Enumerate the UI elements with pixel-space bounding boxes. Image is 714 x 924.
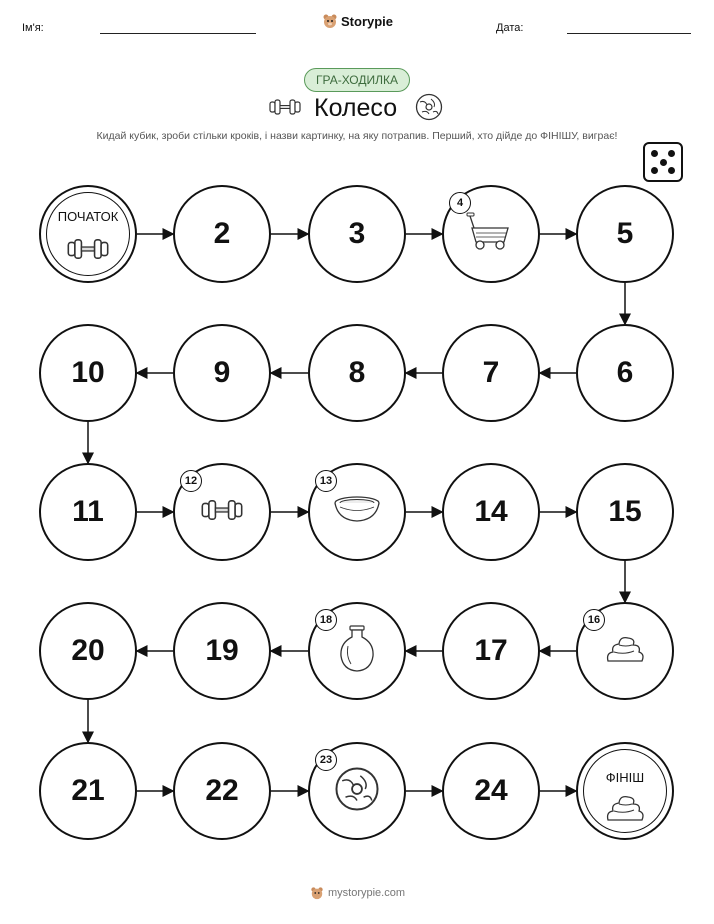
board-cell-16 xyxy=(576,602,674,700)
board-cell-23 xyxy=(308,742,406,840)
board-cell-12 xyxy=(173,463,271,561)
dumbbell-icon xyxy=(201,498,243,527)
board-cell-24 xyxy=(442,742,540,840)
board-cell-6 xyxy=(576,324,674,422)
board-cell-18 xyxy=(308,602,406,700)
cream-icon xyxy=(604,633,646,670)
cream-icon xyxy=(578,792,672,829)
board-cell-7 xyxy=(442,324,540,422)
vase-icon xyxy=(337,624,377,679)
game-type-badge: ГРА-ХОДИЛКА xyxy=(304,68,410,92)
cell-number: 6 xyxy=(616,356,634,389)
cell-number: 22 xyxy=(205,774,239,807)
cell-number: 9 xyxy=(213,356,231,389)
page-title: Колесо xyxy=(314,94,398,122)
board-cell-15 xyxy=(576,463,674,561)
board-cell-22 xyxy=(173,742,271,840)
cell-number-badge: 16 xyxy=(583,609,605,631)
cell-number: 8 xyxy=(348,356,366,389)
cell-number: 19 xyxy=(205,634,239,667)
board-cell-10 xyxy=(39,324,137,422)
cell-number-badge: 18 xyxy=(315,609,337,631)
cell-number: 5 xyxy=(616,217,634,250)
board-cell-3 xyxy=(308,185,406,283)
board-cell-25 xyxy=(576,742,674,840)
instructions: Кидай кубик, зроби стільки кроків, і назви картинку, на яку потрапив. Перший, хто дійде до ФІНІШУ, виграє! xyxy=(96,130,618,142)
cell-number: 14 xyxy=(474,495,508,528)
cell-number: 3 xyxy=(348,217,366,250)
board-cell-9 xyxy=(173,324,271,422)
bear-icon xyxy=(310,886,324,900)
footer-url: mystorypie.com xyxy=(328,887,406,899)
board-cell-19 xyxy=(173,602,271,700)
board-cell-14 xyxy=(442,463,540,561)
finish-label: ФІНІШ xyxy=(605,770,645,785)
cell-number-badge: 12 xyxy=(180,470,202,492)
cell-number-badge: 13 xyxy=(315,470,337,492)
cell-number: 11 xyxy=(72,495,104,528)
name-label: Ім'я: xyxy=(22,22,44,34)
board-cell-8 xyxy=(308,324,406,422)
board-cell-21 xyxy=(39,742,137,840)
cell-number: 15 xyxy=(608,495,642,528)
donut-icon xyxy=(334,766,380,817)
board-cell-17 xyxy=(442,602,540,700)
board-cell-4 xyxy=(442,185,540,283)
board-cell-2 xyxy=(173,185,271,283)
cell-number: 2 xyxy=(213,217,231,250)
board-cell-20 xyxy=(39,602,137,700)
cell-number: 20 xyxy=(71,634,105,667)
cell-number: 10 xyxy=(71,356,105,389)
board-cell-13 xyxy=(308,463,406,561)
cell-number-badge: 23 xyxy=(315,749,337,771)
board-cell-11 xyxy=(39,463,137,561)
cell-number: 17 xyxy=(474,634,508,667)
cell-number-badge: 4 xyxy=(449,192,471,214)
dumbbell-icon xyxy=(41,237,135,266)
cell-number: 21 xyxy=(71,774,105,807)
board-cell-1 xyxy=(39,185,137,283)
bowl-icon xyxy=(332,494,382,531)
wagon-icon xyxy=(466,212,516,257)
brand-name: Storypie xyxy=(341,13,394,29)
cell-number: 24 xyxy=(474,774,508,807)
cell-number: 7 xyxy=(482,356,500,389)
start-label: ПОЧАТОК xyxy=(57,209,119,224)
date-label: Дата: xyxy=(496,22,524,34)
footer xyxy=(310,886,405,900)
board-cell-5 xyxy=(576,185,674,283)
